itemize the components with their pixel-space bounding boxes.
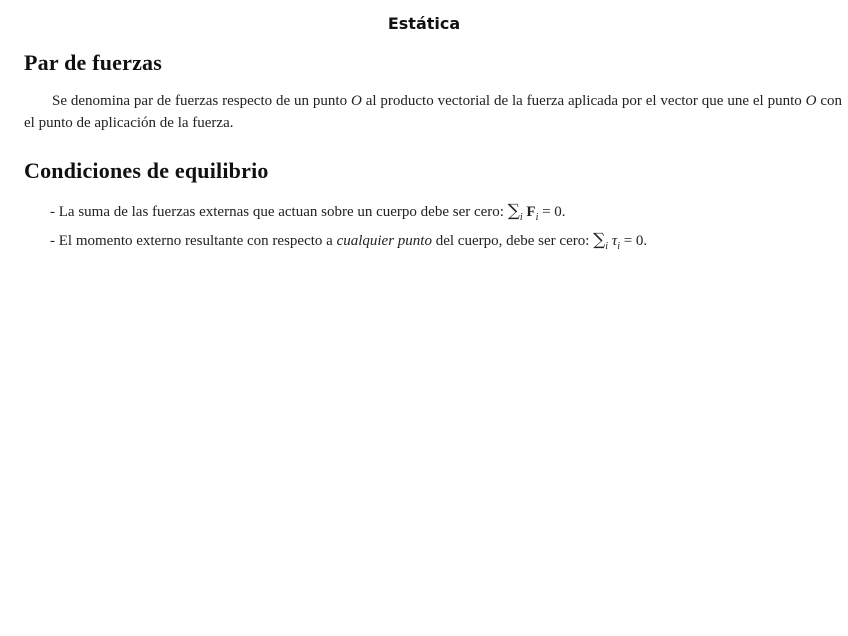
para-text-3: con el punto de aplicación de la fuerza. xyxy=(24,93,843,131)
sum-symbol: ∑ xyxy=(507,201,520,221)
equation-result: = 0. xyxy=(619,233,648,249)
para-text-1: Se denomina par de fuerzas respecto de un punto xyxy=(52,93,351,109)
list-item xyxy=(50,200,842,229)
sum-index: i xyxy=(519,212,523,223)
window-title: Estática xyxy=(387,14,461,33)
section-heading-condiciones: Condiciones de equilibrio xyxy=(24,158,269,183)
para-text-2: al producto vectorial de la fuerza aplicada por el vector que une el punto xyxy=(361,93,806,109)
sum-symbol: ∑ xyxy=(593,230,606,250)
paragraph-par-de-fuerzas xyxy=(24,90,842,134)
bullet-text: - La suma de las fuerzas externas que actuan sobre un cuerpo debe ser cero: xyxy=(50,204,508,220)
force-vector: F xyxy=(526,204,536,220)
equation-result: = 0. xyxy=(538,204,566,220)
torque-symbol: τ xyxy=(611,233,618,249)
math-var-o: O xyxy=(805,93,817,109)
math-var-o: O xyxy=(350,93,362,109)
sum-index: i xyxy=(605,241,609,252)
bullet-text: - El momento externo resultante con respecto a xyxy=(50,233,337,249)
emphasis-text: cualquier punto xyxy=(336,233,432,249)
conditions-list xyxy=(50,200,842,258)
document-body xyxy=(24,48,842,258)
list-item xyxy=(50,229,842,258)
force-index: i xyxy=(535,212,539,223)
section-heading-par-de-fuerzas: Par de fuerzas xyxy=(24,50,163,75)
torque-index: i xyxy=(617,241,620,252)
bullet-text-2: del cuerpo, debe ser cero: xyxy=(431,233,594,249)
